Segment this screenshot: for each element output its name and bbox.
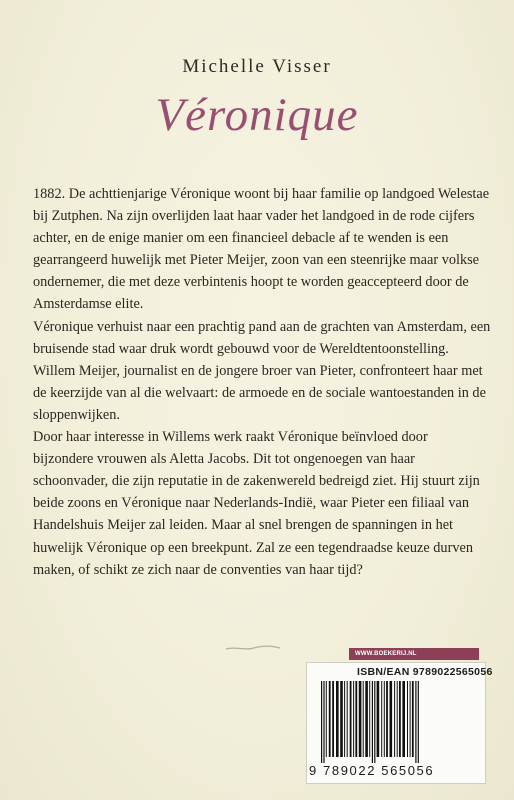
barcode-area: [306, 648, 493, 784]
book-title: Véronique: [155, 89, 359, 141]
barcode: [317, 681, 481, 763]
ornament-swash: [224, 643, 282, 653]
barcode-digits: 9 789022 565056: [309, 763, 435, 778]
blurb-paragraph: Door haar interesse in Willems werk raakt Véronique beïnvloed door bijzondere vrouwen als Aletta Jacobs. Dit tot ongenoegen van haar schoonvader, die zijn reputatie in de zakenwereld bedreigd ziet. Hij stuurt zijn beide zoons en Véronique naar Nederlands-Indië, waar Pieter een filiaal van Handelshuis Meijer zal leiden. Maar al snel brengen de spanningen in het huwelijk Véronique op een breekpunt. Zal ze een tegendraadse keuze durven maken, of schikt ze zich naar de conventies van haar tijd?: [33, 429, 480, 578]
barcode-label: [306, 662, 493, 784]
author-name: Michelle Visser: [182, 56, 332, 77]
barcode-bars: [317, 681, 481, 763]
isbn-text: ISBN/EAN 9789022565056: [357, 666, 493, 678]
publisher-website: WWW.BOEKERIJ.NL: [349, 648, 479, 660]
blurb-text: [33, 183, 491, 581]
blurb-paragraph: 1882. De achttienjarige Véronique woont bij haar familie op landgoed Welestae bij Zutphen. Na zijn overlijden laat haar vader het landgoed in de rode cijfers achter, en de enige manier om een financieel debacle af te wenden is een gearrangeerd huwelijk met Pieter Meijer, zoon van een steenrijke maar volkse ondernemer, die met deze verbintenis hoopt te worden geaccepteerd door de Amsterdamse elite.: [33, 186, 490, 313]
blurb-paragraph: Véronique verhuist naar een prachtig pand aan de grachten van Amsterdam, een bruisende stad waar druk wordt gebouwd voor de Wereldtentoonstelling. Willem Meijer, journalist en de jongere broer van Pieter, confronteert haar met de keerzijde van al die welvaart: de armoede en de sociale wantoestanden in de sloppenwijken.: [33, 318, 491, 423]
